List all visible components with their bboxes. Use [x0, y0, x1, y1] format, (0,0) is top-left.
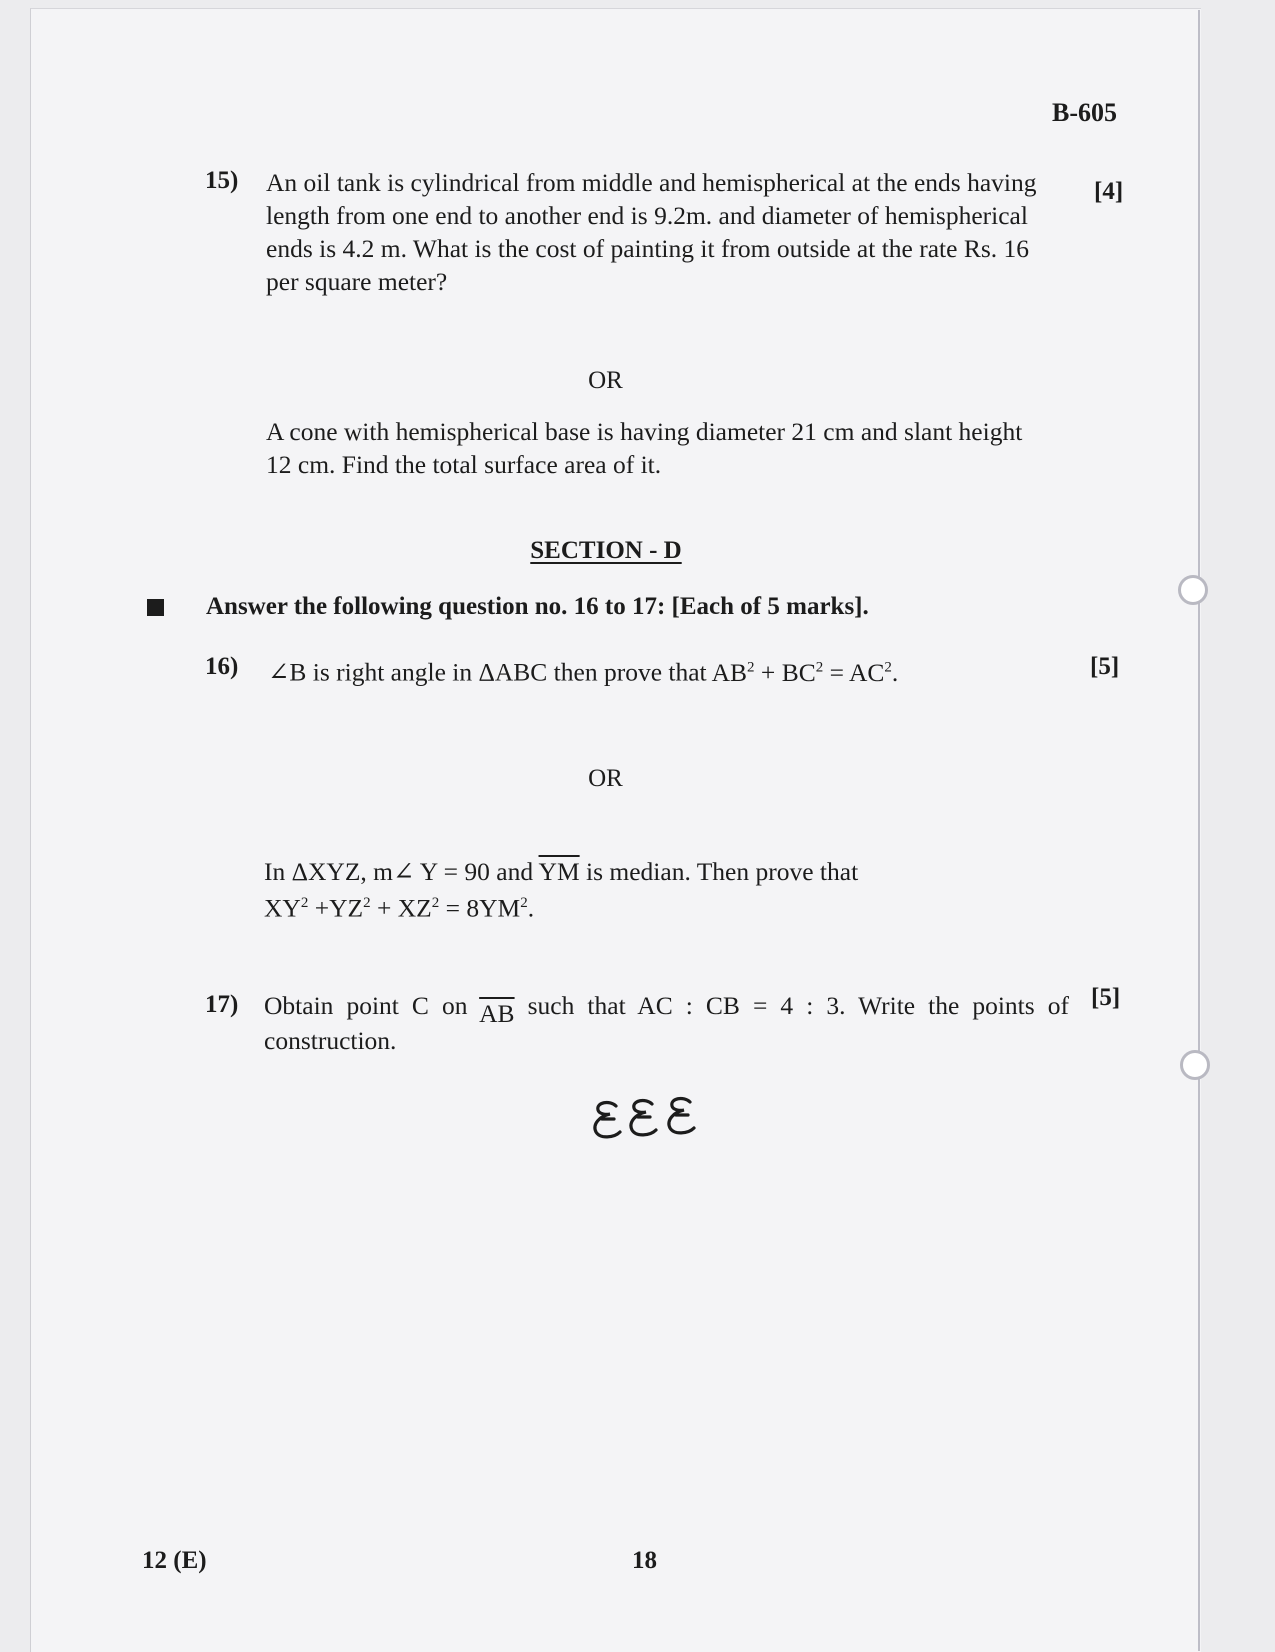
question-16-or [0, 765, 1275, 793]
q17-line-1-post: such that AC : CB = 4 : 3. Write the points of [514, 991, 1069, 1020]
term-8ym: 8YM [466, 893, 521, 923]
or-label: OR [588, 765, 623, 792]
alt-line-1-post: is median. Then prove that [579, 857, 859, 886]
term-xz: XZ [397, 893, 432, 923]
question-17-number: 17) [205, 991, 239, 1018]
q17-line-1-pre: Obtain point C on [264, 991, 480, 1020]
question-15-alt-line-1: A cone with hemispherical base is having diameter 21 cm and slant height [266, 417, 1023, 446]
question-15-text [266, 166, 1096, 298]
term-yz: YZ [329, 893, 364, 923]
question-16-statement: ∠B is right angle in ΔABC then prove that [268, 657, 712, 687]
eq-exp: 2 [815, 659, 824, 675]
question-15-line-2: length from one end to another end is 9.2m. and diameter of hemispherical [266, 201, 1028, 230]
bullet-square-icon [147, 599, 164, 616]
question-15-line-4: per square meter? [266, 267, 448, 296]
segment-ab: $\overline{AB}$ [479, 999, 515, 1028]
eq-exp: 2 [300, 895, 309, 911]
question-16-equation: $AB^2 + BC^2 = AC^2$. [711, 657, 899, 687]
eq-exp: 2 [520, 895, 528, 911]
section-d-instruction: Answer the following question no. 16 to 17: [Each of 5 marks]. [206, 593, 869, 620]
eq-exp: 2 [884, 659, 892, 675]
question-15-alt-text [266, 415, 1096, 481]
eq-term-bc: BC [781, 657, 816, 687]
eq-term-ab: AB [711, 657, 748, 687]
section-d-title: SECTION - D [530, 537, 682, 564]
question-17-marks: [5] [1091, 984, 1121, 1011]
question-15-alt-line-2: 12 cm. Find the total surface area of it. [266, 450, 662, 479]
punch-hole-bottom [1180, 1050, 1210, 1080]
question-15-number: 15) [205, 167, 239, 194]
punch-hole-top [1178, 575, 1208, 605]
question-15-marks: [4] [1094, 178, 1124, 205]
end-of-paper-flourish-icon [590, 1096, 710, 1144]
question-16-alt-line-1 [264, 855, 858, 888]
term-xy: XY [264, 893, 301, 923]
or-label: OR [588, 367, 623, 394]
question-16-marks: [5] [1090, 653, 1120, 680]
eq-term-ac: AC [848, 657, 885, 687]
eq-exp: 2 [747, 659, 755, 675]
question-17-line-2: construction. [264, 1026, 397, 1055]
question-15-line-3: ends is 4.2 m. What is the cost of painting it from outside at the rate Rs. 16 [266, 234, 1029, 263]
paper-code: B-605 [1052, 98, 1117, 127]
page-number: 18 [632, 1547, 657, 1574]
footer-paper-id: 12 (E) [142, 1547, 207, 1574]
segment-ym: $\overline{YM}$ [538, 857, 580, 886]
question-16-number: 16) [205, 653, 239, 680]
eq-exp: 2 [363, 895, 371, 911]
question-15-line-1: An oil tank is cylindrical from middle and hemispherical at the ends having [266, 168, 1037, 197]
question-16-text [268, 651, 898, 689]
question-17-line-1 [264, 989, 1069, 1028]
sheet-edge [1198, 10, 1200, 1651]
eq-exp: 2 [431, 895, 440, 911]
section-heading-wrap [0, 537, 1212, 565]
alt-line-1-pre: In ΔXYZ, m∠ Y = 90 and [264, 857, 539, 886]
question-15-or [0, 367, 1275, 395]
question-16-alt-line-2: $XY^2 +YZ^2 + XZ^2 = 8YM^2$. [264, 893, 535, 923]
